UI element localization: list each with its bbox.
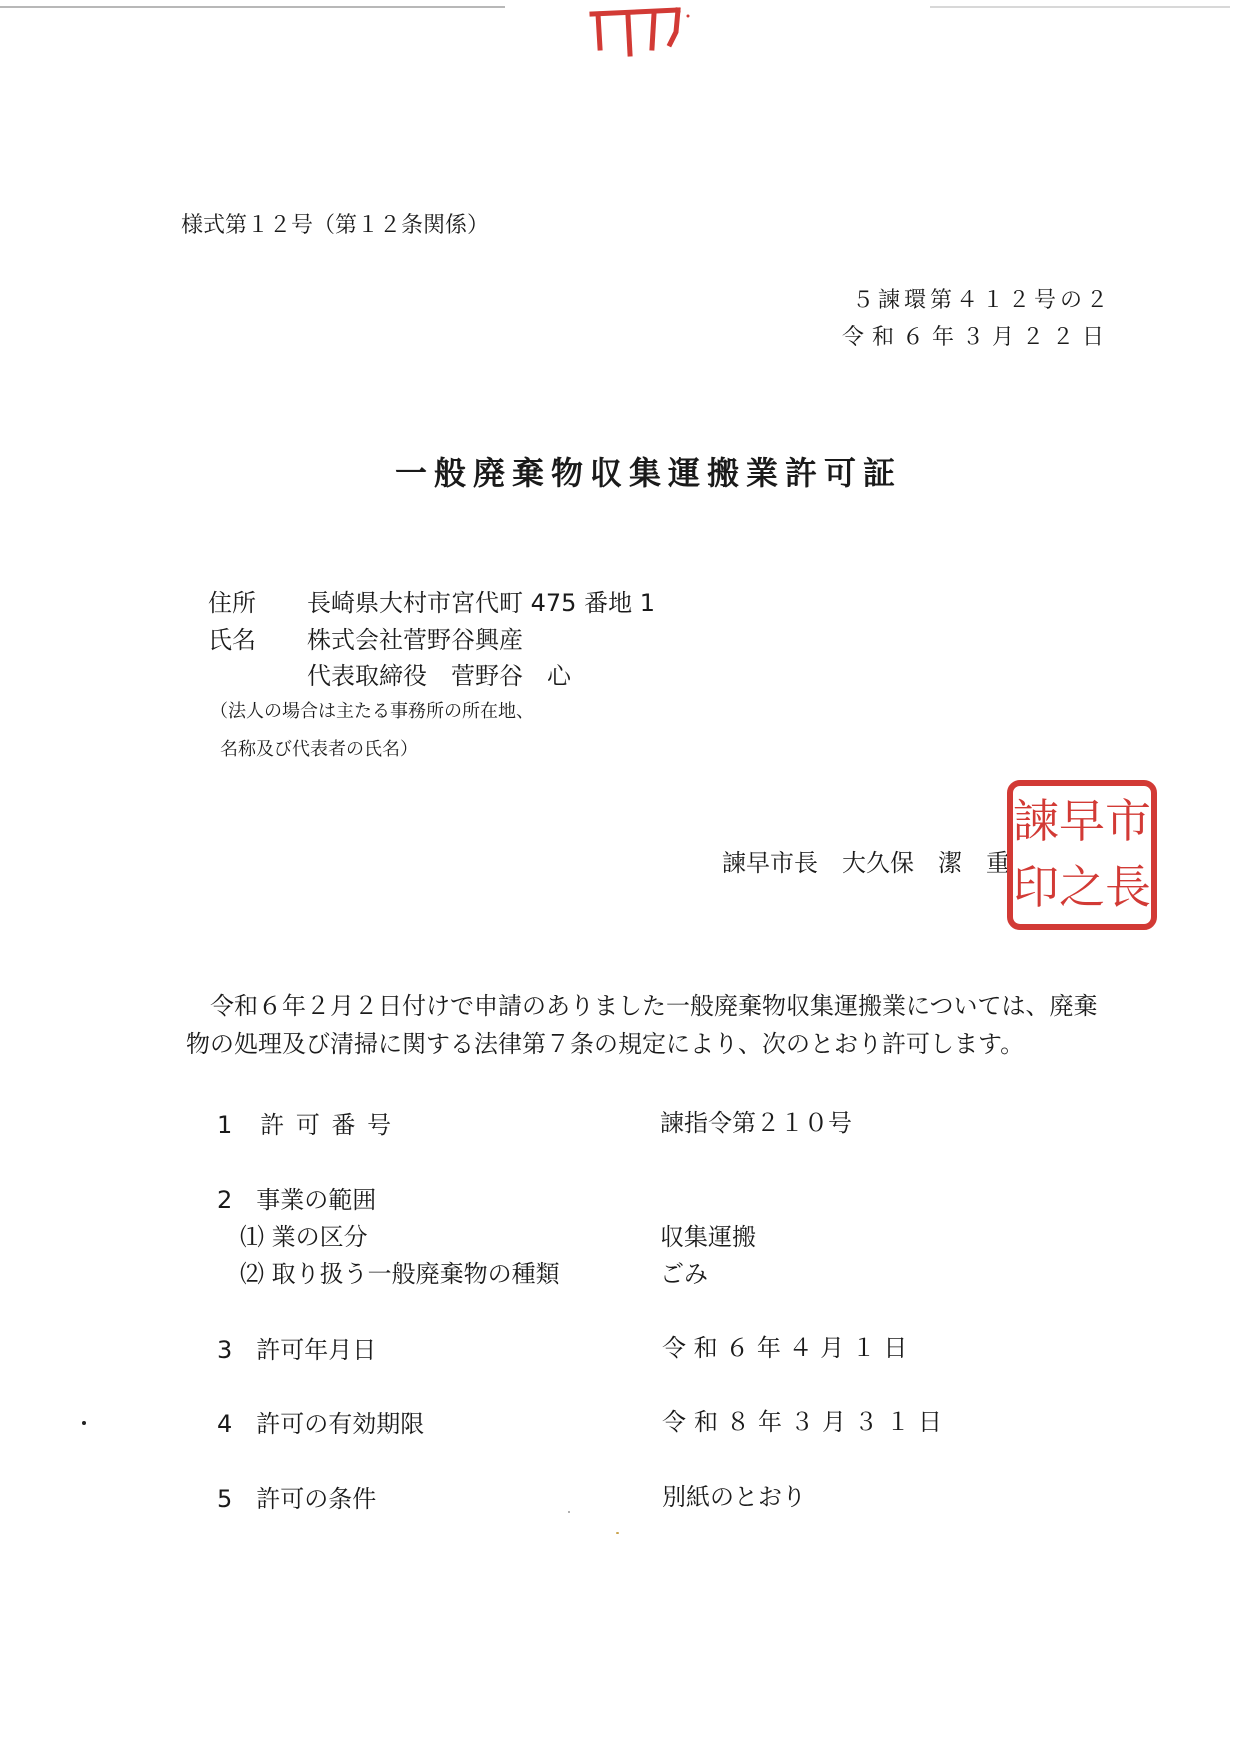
page-title: 一般廃棄物収集運搬業許可証 [395,454,903,492]
scan-speck [82,1421,86,1425]
seal-char-6: 印 [1013,860,1059,914]
scan-edge-line-left [0,6,505,8]
item4-value: 令和８年３月３１日 [662,1408,950,1436]
issuer-name: 諫早市長 大久保 潔 重 [722,849,1010,877]
address-label: 住所 [208,589,256,617]
item2-sub1-value: 収集運搬 [660,1223,756,1251]
seal-char-1: 市 [1105,794,1151,848]
seal-char-3: 早 [1059,794,1105,848]
representative-name: 代表取締役 菅野谷 心 [307,662,571,690]
address-value: 長崎県大村市宮代町 475 番地 1 [307,589,655,617]
item5-value: 別紙のとおり [662,1483,806,1511]
applicant-note-line1: （法人の場合は主たる事務所の所在地、 [210,701,534,722]
scan-speck [616,1532,619,1534]
scan-edge-line-right [930,6,1230,8]
item1-label: 1 許 可 番 号 [217,1111,394,1139]
name-label: 氏名 [208,626,256,654]
item2-sub2-label: ⑵ 取り扱う一般廃棄物の種類 [240,1260,560,1288]
official-seal-stamp [1004,777,1160,933]
item3-label: 3 許可年月日 [217,1336,377,1364]
item2-sub2-value: ごみ [660,1260,708,1288]
item4-label: 4 許可の有効期限 [217,1410,425,1438]
permit-statement: 令和６年２月２日付けで申請のありました一般廃棄物収集運搬業については、廃棄物の処理及び清掃に関する法律第７条の規定により、次のとおり許可します。 [186,992,1098,1058]
partial-seal-stamp-top [588,4,698,58]
seal-char-2: 長 [1105,860,1151,914]
issue-date: 令和６年３月２２日 [841,325,1112,350]
applicant-note-line2: 名称及び代表者の氏名） [220,739,418,760]
document-number: ５諫環第４１２号の２ [851,288,1112,313]
item3-value: 令 和 ６ 年 ４ 月 １ 日 [662,1334,908,1362]
item2-sub1-label: ⑴ 業の区分 [240,1223,368,1251]
item5-label: 5 許可の条件 [217,1485,377,1513]
form-number: 様式第１２号（第１２条関係） [181,213,490,238]
item1-value: 諫指令第２１０号 [660,1109,852,1137]
company-name: 株式会社菅野谷興産 [307,626,523,654]
item2-label: 2 事業の範囲 [217,1186,377,1214]
seal-char-4: 之 [1059,860,1105,914]
scan-speck [568,1511,570,1513]
seal-char-5: 諫 [1013,794,1059,848]
